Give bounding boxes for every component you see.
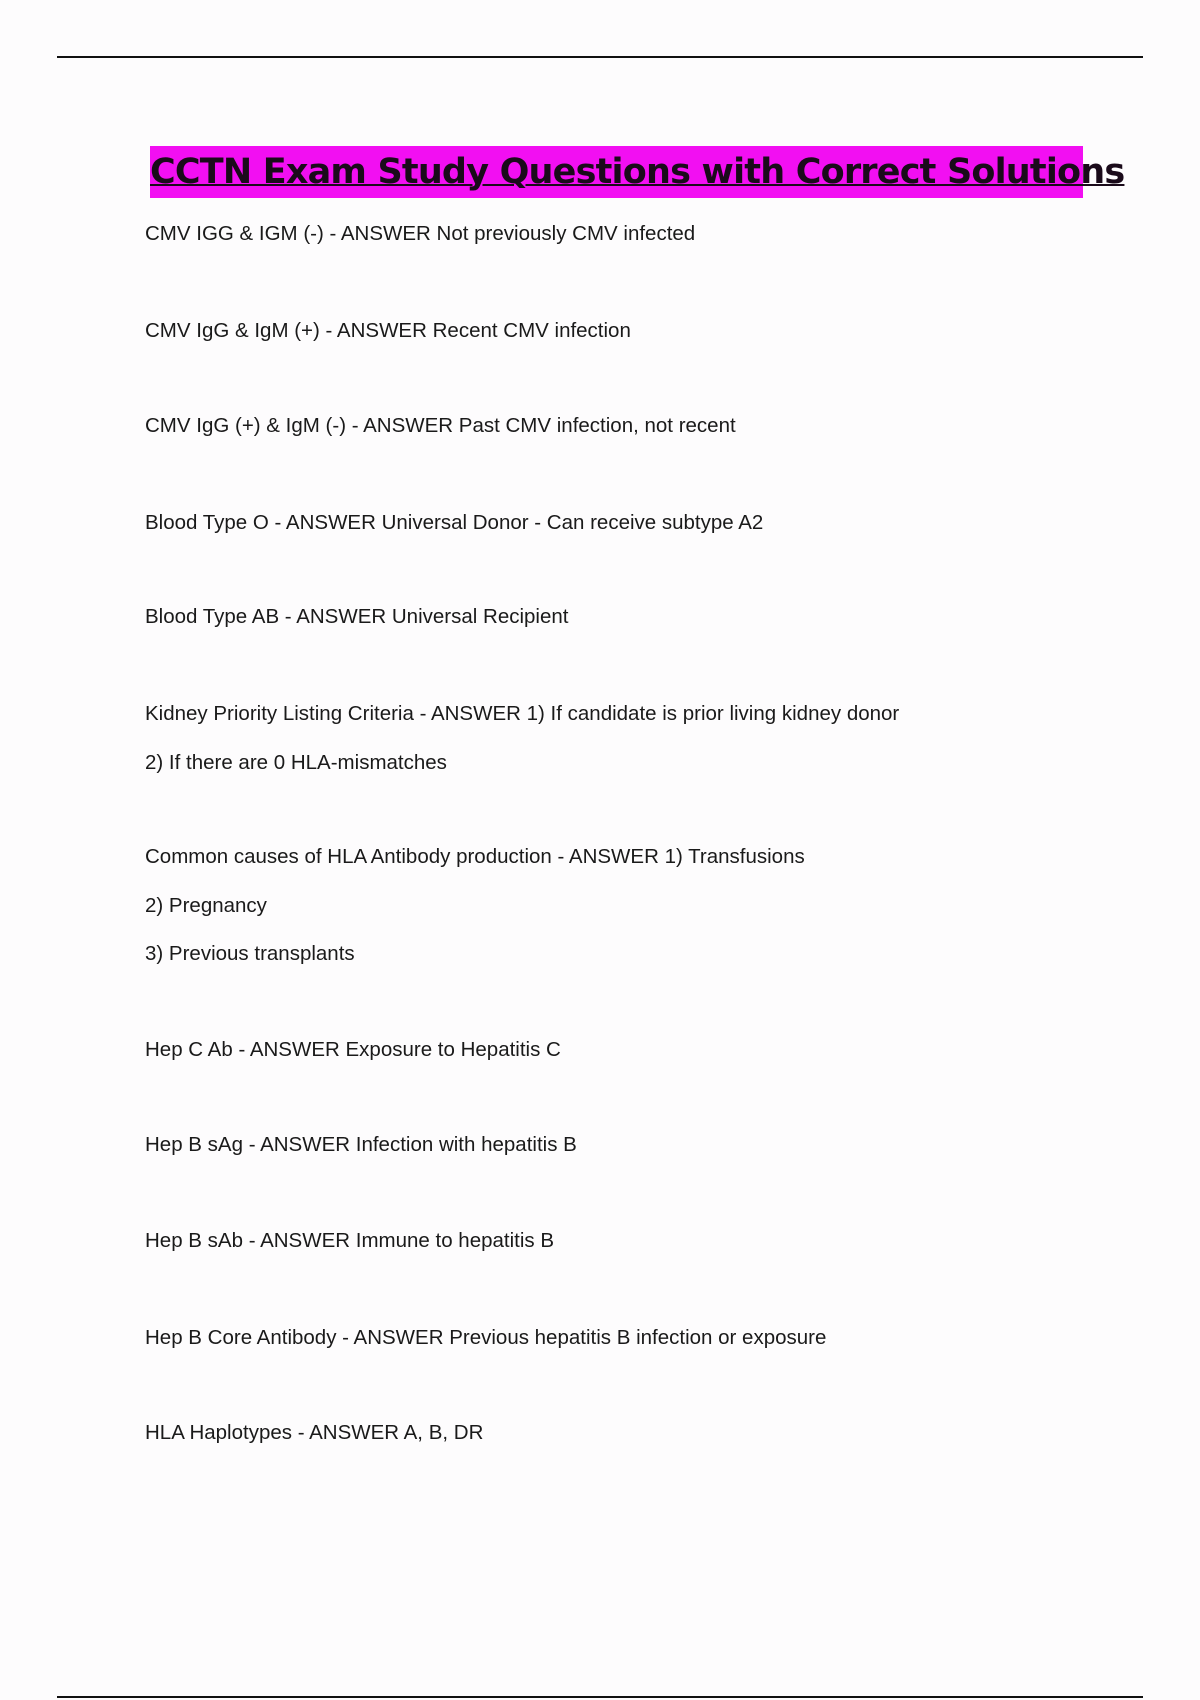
document-title: CCTN Exam Study Questions with Correct Solutions: [150, 146, 1083, 198]
qa-line-continuation: 2) If there are 0 HLA-mismatches: [145, 751, 447, 774]
qa-line: CMV IGG & IGM (-) - ANSWER Not previously CMV infected: [145, 222, 696, 245]
header-rule: [57, 56, 1143, 58]
qa-line-continuation: 3) Previous transplants: [145, 942, 355, 965]
qa-line: HLA Haplotypes - ANSWER A, B, DR: [145, 1421, 484, 1444]
qa-line-continuation: 2) Pregnancy: [145, 894, 267, 917]
qa-line: Blood Type O - ANSWER Universal Donor - Can receive subtype A2: [145, 511, 764, 534]
qa-line: Common causes of HLA Antibody production - ANSWER 1) Transfusions: [145, 845, 805, 868]
qa-line: Hep C Ab - ANSWER Exposure to Hepatitis C: [145, 1038, 561, 1061]
qa-line: CMV IgG & IgM (+) - ANSWER Recent CMV infection: [145, 319, 631, 342]
qa-line: Blood Type AB - ANSWER Universal Recipient: [145, 605, 569, 628]
qa-line: Hep B sAg - ANSWER Infection with hepatitis B: [145, 1133, 577, 1156]
footer-rule: [57, 1696, 1143, 1698]
qa-line: Kidney Priority Listing Criteria - ANSWER 1) If candidate is prior living kidney donor: [145, 702, 900, 725]
qa-line: Hep B Core Antibody - ANSWER Previous hepatitis B infection or exposure: [145, 1326, 827, 1349]
qa-line: CMV IgG (+) & IgM (-) - ANSWER Past CMV infection, not recent: [145, 414, 736, 437]
qa-line: Hep B sAb - ANSWER Immune to hepatitis B: [145, 1229, 555, 1252]
